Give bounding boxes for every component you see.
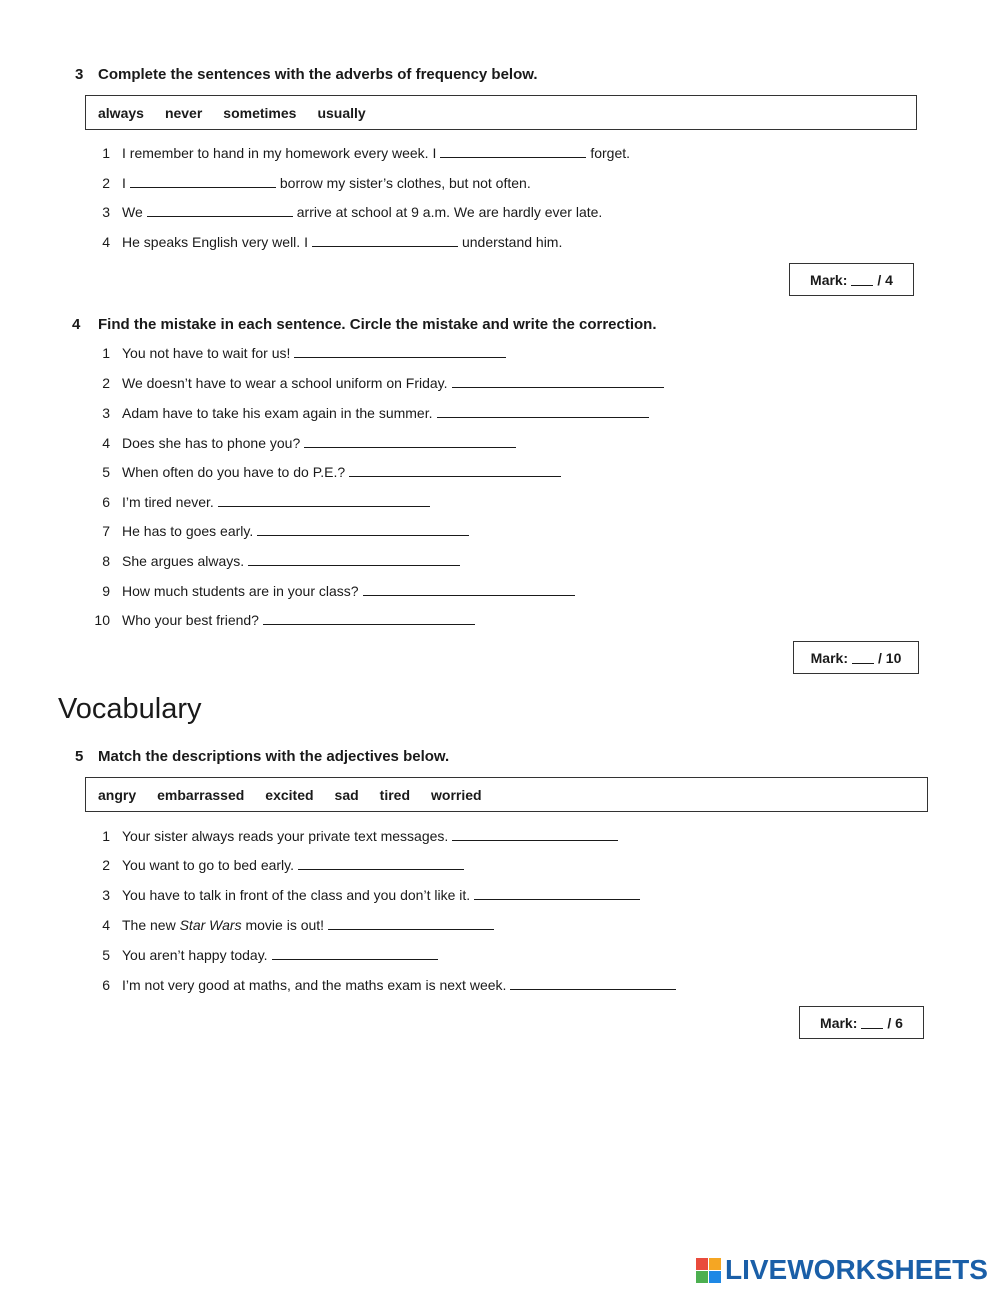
answer-blank[interactable] <box>257 523 469 536</box>
exercise-4-item-9: 9 How much students are in your class? <box>90 582 579 600</box>
exercise-4-item-1: 1 You not have to wait for us! <box>90 344 510 362</box>
logo-text: LIVEWORKSHEETS <box>725 1254 988 1285</box>
answer-blank[interactable] <box>437 405 649 418</box>
answer-blank[interactable] <box>363 583 575 596</box>
exercise-3-item-3: 3 We arrive at school at 9 a.m. We are hardly ever late. <box>102 204 603 220</box>
answer-blank[interactable] <box>294 345 506 358</box>
section-title: Vocabulary <box>58 693 202 725</box>
answer-blank[interactable] <box>263 612 475 625</box>
logo-square-v <box>696 1271 708 1283</box>
logo-square-i <box>709 1258 721 1270</box>
mark-box: Mark: / 10 <box>793 641 919 674</box>
answer-blank[interactable] <box>147 204 293 217</box>
liveworksheets-logo <box>696 1255 988 1285</box>
exercise-instruction: Find the mistake in each sentence. Circle the mistake and write the correction. <box>98 316 657 333</box>
exercise-number: 3 <box>75 66 84 83</box>
word-sad: sad <box>334 786 359 803</box>
exercise-5-heading <box>75 748 675 768</box>
word-excited: excited <box>265 786 314 803</box>
answer-blank[interactable] <box>328 917 494 930</box>
exercise-4-heading <box>72 316 772 336</box>
exercise-5-item-1: 1 Your sister always reads your private text messages. <box>90 827 622 845</box>
exercise-5-item-5: 5 You aren’t happy today. <box>90 946 442 964</box>
exercise-instruction: Match the descriptions with the adjectives below. <box>98 748 450 765</box>
exercise-5-item-6: 6 I’m not very good at maths, and the maths exam is next week. <box>90 976 680 994</box>
exercise-5-item-4: 4 The new Star Wars movie is out! <box>90 916 498 934</box>
exercise-4-item-10: 10 Who your best friend? <box>90 611 479 629</box>
logo-square-e <box>709 1271 721 1283</box>
word-worried: worried <box>431 786 482 803</box>
logo-icon <box>696 1258 721 1283</box>
exercise-3-heading <box>75 66 675 86</box>
mark-blank[interactable] <box>852 651 874 664</box>
mark-blank[interactable] <box>851 273 873 286</box>
exercise-4-item-2: 2 We doesn’t have to wear a school uniform on Friday. <box>90 374 668 392</box>
answer-blank[interactable] <box>312 234 458 247</box>
word-box <box>85 95 917 130</box>
exercise-4-item-6: 6 I’m tired never. <box>90 493 434 511</box>
logo-square-l <box>696 1258 708 1270</box>
word-never: never <box>164 104 203 121</box>
answer-blank[interactable] <box>248 553 460 566</box>
exercise-number: 4 <box>72 316 81 333</box>
answer-blank[interactable] <box>298 857 464 870</box>
answer-blank[interactable] <box>510 977 676 990</box>
word-box <box>85 777 928 812</box>
answer-blank[interactable] <box>452 375 664 388</box>
answer-blank[interactable] <box>440 145 586 158</box>
answer-blank[interactable] <box>304 435 516 448</box>
answer-blank[interactable] <box>474 887 640 900</box>
exercise-4-item-7: 7 He has to goes early. <box>90 522 473 540</box>
exercise-4-item-5: 5 When often do you have to do P.E.? <box>90 463 565 481</box>
word-always: always <box>98 104 144 121</box>
exercise-3-item-4: 4 He speaks English very well. I understand him. <box>102 234 563 250</box>
exercise-5-item-2: 2 You want to go to bed early. <box>90 856 468 874</box>
mark-box: Mark: / 4 <box>789 263 914 296</box>
word-tired: tired <box>379 786 411 803</box>
answer-blank[interactable] <box>272 947 438 960</box>
exercise-4-item-4: 4 Does she has to phone you? <box>90 434 520 452</box>
exercise-3-item-1: 1 I remember to hand in my homework every week. I forget. <box>102 145 631 161</box>
answer-blank[interactable] <box>452 828 618 841</box>
answer-blank[interactable] <box>130 175 276 188</box>
exercise-4-item-3: 3 Adam have to take his exam again in the summer. <box>90 404 653 422</box>
word-sometimes: sometimes <box>223 104 297 121</box>
answer-blank[interactable] <box>218 494 430 507</box>
mark-box: Mark: / 6 <box>799 1006 924 1039</box>
exercise-4-item-8: 8 She argues always. <box>90 552 464 570</box>
exercise-instruction: Complete the sentences with the adverbs of frequency below. <box>98 66 538 83</box>
exercise-5-item-3: 3 You have to talk in front of the class and you don’t like it. <box>90 886 644 904</box>
exercise-number: 5 <box>75 748 84 765</box>
mark-blank[interactable] <box>861 1016 883 1029</box>
word-usually: usually <box>317 104 366 121</box>
answer-blank[interactable] <box>349 464 561 477</box>
word-embarrassed: embarrassed <box>157 786 245 803</box>
word-angry: angry <box>98 786 137 803</box>
exercise-3-item-2: 2 I borrow my sister’s clothes, but not often. <box>102 175 531 191</box>
